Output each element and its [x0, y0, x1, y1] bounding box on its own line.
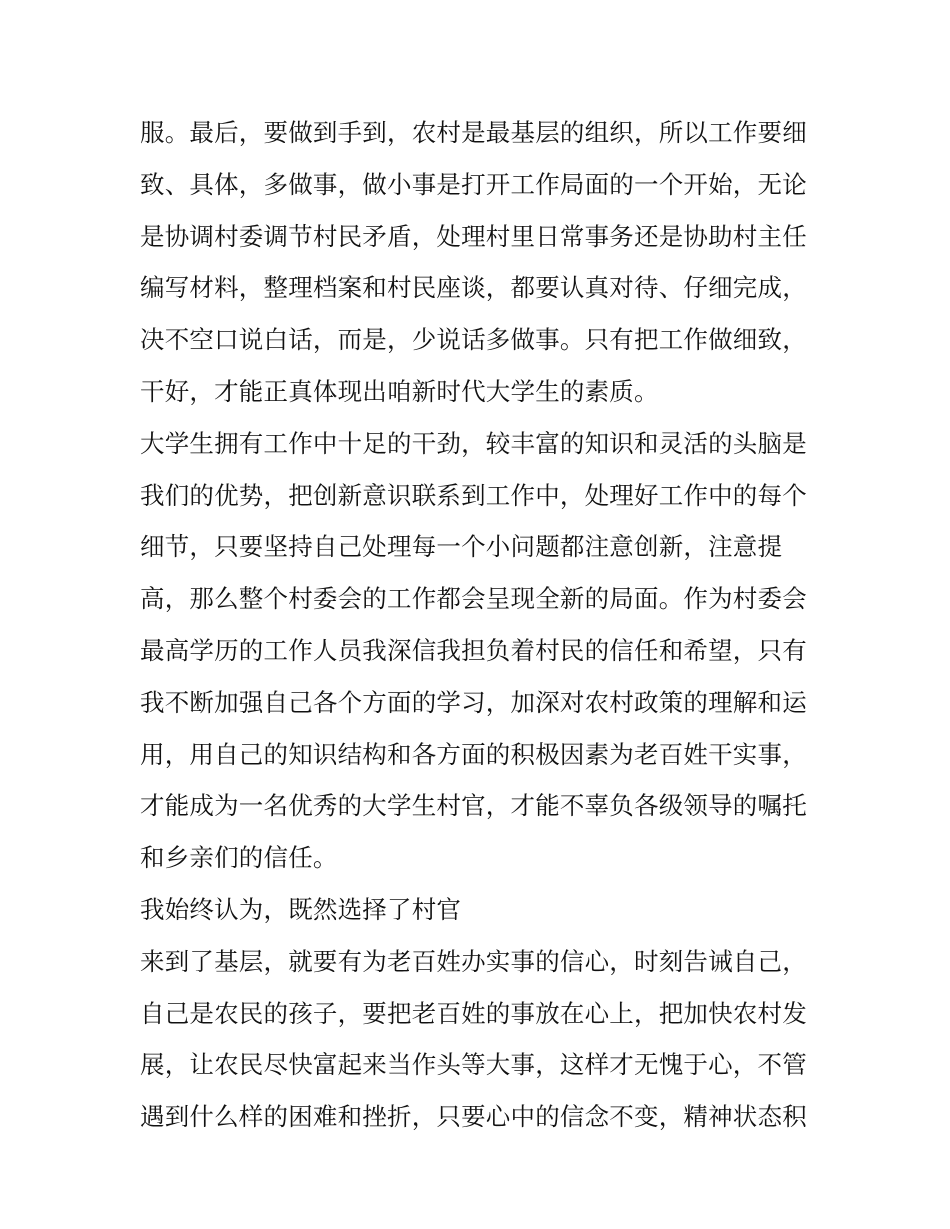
- text-line: 是协调村委调节村民矛盾，处理村里日常事务还是协助村主任: [140, 221, 807, 251]
- text-line: 我始终认为，既然选择了村官: [140, 894, 462, 924]
- text-line: 才能成为一名优秀的大学生村官，才能不辜负各级领导的嘱托: [140, 791, 807, 821]
- text-line: 和乡亲们的信任。: [140, 843, 338, 873]
- text-line: 决不空口说白话，而是，少说话多做事。只有把工作做细致，: [140, 325, 807, 355]
- text-line: 遇到什么样的困难和挫折，只要心中的信念不变，精神状态积: [140, 1102, 807, 1132]
- text-line: 细节，只要坚持自己处理每一个小问题都注意创新，注意提: [140, 532, 783, 562]
- body-text: [140, 107, 820, 1143]
- text-line: 我们的优势，把创新意识联系到工作中，处理好工作中的每个: [140, 480, 807, 510]
- text-line: 高，那么整个村委会的工作都会呈现全新的局面。作为村委会: [140, 584, 807, 614]
- text-line: 用，用自己的知识结构和各方面的积极因素为老百姓干实事，: [140, 739, 807, 769]
- text-line: 来到了基层，就要有为老百姓办实事的信心，时刻告诫自己，: [140, 946, 807, 976]
- text-line: 我不断加强自己各个方面的学习，加深对农村政策的理解和运: [140, 687, 807, 717]
- text-line: 展，让农民尽快富起来当作头等大事，这样才无愧于心，不管: [140, 1050, 807, 1080]
- text-line: 致、具体，多做事，做小事是打开工作局面的一个开始，无论: [140, 169, 807, 199]
- text-line: 大学生拥有工作中十足的干劲，较丰富的知识和灵活的头脑是: [140, 428, 807, 458]
- text-line: 干好，才能正真体现出咱新时代大学生的素质。: [140, 376, 659, 406]
- text-line: 编写材料，整理档案和村民座谈，都要认真对待、仔细完成，: [140, 273, 807, 303]
- text-line: 服。最后，要做到手到，农村是最基层的组织，所以工作要细: [140, 118, 807, 147]
- text-line: 最高学历的工作人员我深信我担负着村民的信任和希望，只有: [140, 635, 807, 665]
- text-line: 自己是农民的孩子，要把老百姓的事放在心上，把加快农村发: [140, 998, 807, 1028]
